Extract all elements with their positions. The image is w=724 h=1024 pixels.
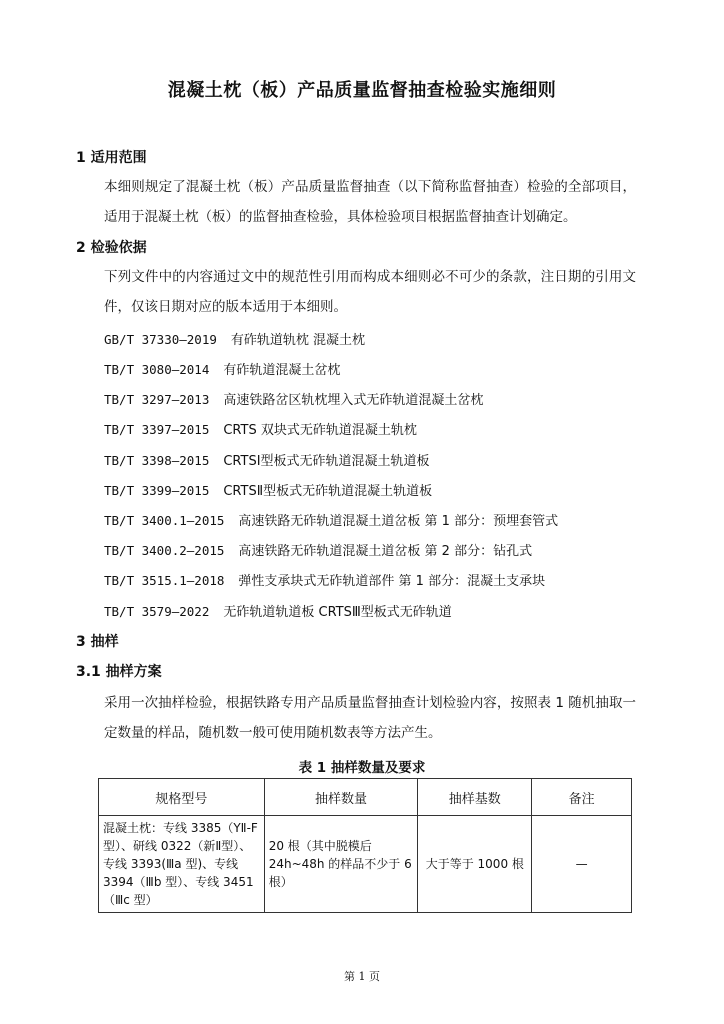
reference-title: 有砟轨道混凝土岔枕 [223, 363, 341, 378]
reference-item [104, 511, 558, 532]
section-3-1-text: 采用一次抽样检验，根据铁路专用产品质量监督抽查计划检验内容，按照表 1 随机抽取一定数量的样品，随机数一般可使用随机数表等方法产生。 [104, 695, 636, 741]
section-2-text: 下列文件中的内容通过文中的规范性引用而构成本细则必不可少的条款，注日期的引用文件，仅该日期对应的版本适用于本细则。 [104, 269, 636, 315]
section-1-text: 本细则规定了混凝土枕（板）产品质量监督抽查（以下简称监督抽查）检验的全部项目，适用于混凝土枕（板）的监督抽查检验，具体检验项目根据监督抽查计划确定。 [104, 179, 636, 225]
reference-code: TB/T 3297—2013 [104, 392, 210, 407]
reference-title: 弹性支承块式无砟轨道部件 第 1 部分：混凝土支承块 [238, 574, 546, 589]
header-model: 规格型号 [99, 779, 265, 816]
reference-code: GB/T 37330—2019 [104, 332, 217, 347]
section-2-paragraph [76, 262, 636, 322]
reference-title: 无砟轨道轨道板 CRTSⅢ型板式无砟轨道 [223, 605, 452, 620]
header-note: 备注 [532, 779, 632, 816]
reference-item [104, 481, 432, 502]
reference-title: CRTS 双块式无砟轨道混凝土轨枕 [223, 423, 417, 438]
reference-code: TB/T 3515.1—2018 [104, 573, 225, 588]
reference-title: CRTSⅡ型板式无砟轨道混凝土轨道板 [223, 484, 433, 499]
reference-title: 高速铁路岔区轨枕埋入式无砟轨道混凝土岔枕 [223, 393, 484, 408]
section-3-1-paragraph [76, 688, 636, 748]
reference-code: TB/T 3399—2015 [104, 483, 210, 498]
reference-item [104, 451, 430, 472]
reference-item [104, 360, 340, 381]
header-quantity: 抽样数量 [264, 779, 418, 816]
document-title: 混凝土枕（板）产品质量监督抽查检验实施细则 [167, 80, 557, 101]
header-base: 抽样基数 [418, 779, 532, 816]
section-2-heading: 2 检验依据 [76, 240, 147, 256]
reference-title: 高速铁路无砟轨道混凝土道岔板 第 2 部分：钻孔式 [238, 544, 533, 559]
cell-model: 混凝土枕：专线 3385（YⅡ-F 型）、研线 0322（新Ⅱ型）、专线 3393(Ⅲa 型)、专线 3394（Ⅲb 型）、专线 3451（Ⅲc 型） [99, 816, 265, 913]
reference-item [104, 571, 545, 592]
sampling-table [98, 778, 632, 913]
reference-title: 高速铁路无砟轨道混凝土道岔板 第 1 部分：预埋套管式 [238, 514, 559, 529]
reference-title: 有砟轨道轨枕 混凝土枕 [230, 333, 366, 348]
reference-code: TB/T 3400.1—2015 [104, 513, 225, 528]
reference-code: TB/T 3398—2015 [104, 453, 210, 468]
table-row [99, 816, 632, 913]
section-1-paragraph [76, 172, 636, 232]
reference-code: TB/T 3397—2015 [104, 422, 210, 437]
section-3-heading: 3 抽样 [76, 634, 119, 650]
reference-title: CRTSⅠ型板式无砟轨道混凝土轨道板 [223, 454, 430, 469]
reference-item [104, 420, 417, 441]
reference-item [104, 330, 365, 351]
reference-code: TB/T 3080—2014 [104, 362, 210, 377]
reference-item [104, 602, 452, 623]
section-3-1-heading: 3.1 抽样方案 [76, 664, 162, 680]
reference-code: TB/T 3579—2022 [104, 604, 210, 619]
table-caption: 表 1 抽样数量及要求 [298, 760, 426, 776]
cell-note: — [532, 816, 632, 913]
reference-code: TB/T 3400.2—2015 [104, 543, 225, 558]
reference-item [104, 390, 483, 411]
page-number: 第 1 页 [344, 970, 380, 983]
table-header-row [99, 779, 632, 816]
reference-item [104, 541, 532, 562]
cell-quantity: 20 根（其中脱模后 24h~48h 的样品不少于 6 根） [264, 816, 418, 913]
section-1-heading: 1 适用范围 [76, 150, 147, 166]
cell-base: 大于等于 1000 根 [418, 816, 532, 913]
